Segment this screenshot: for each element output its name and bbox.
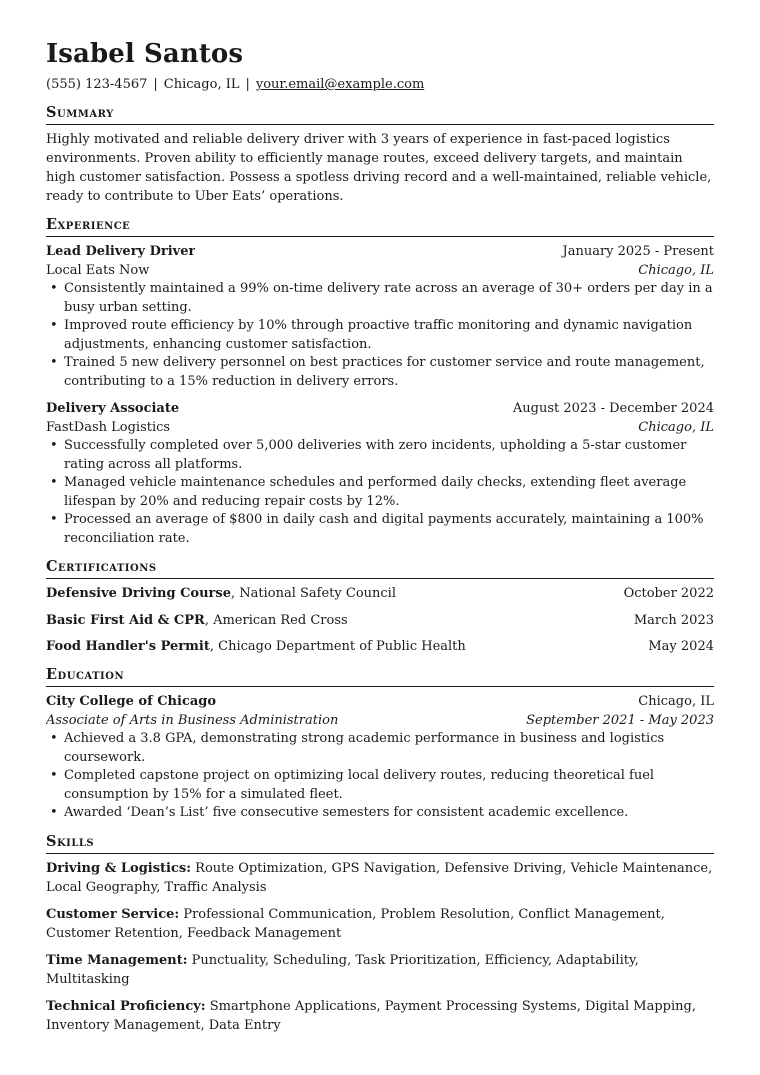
phone-number: (555) 123-4567 (46, 77, 148, 92)
job-location: Chicago, IL (638, 263, 714, 278)
section-title-certifications: Certifications (46, 558, 714, 579)
school-name: City College of Chicago (46, 694, 217, 709)
skill-row (46, 951, 714, 989)
education-degree-row (46, 711, 714, 730)
certification-text (46, 584, 396, 603)
skill-text: Route Optimization, GPS Navigation, Defensive Driving, Vehicle Maintenance, Local Geography, Traffic Analysis (46, 860, 713, 895)
contact-line (46, 76, 714, 94)
section-title-experience: Experience (46, 216, 714, 237)
skill-row (46, 997, 714, 1035)
education-header-row (46, 692, 714, 711)
list-item: • Successfully completed over 5,000 deliveries with zero incidents, upholding a 5-star customer rating across all platforms. (46, 437, 714, 474)
job-company-row (46, 261, 714, 280)
list-item: • Managed vehicle maintenance schedules and performed daily checks, extending fleet average lifespan by 20% and reducing repair costs by 12%. (46, 474, 714, 511)
summary-section (46, 104, 714, 206)
certification-row (46, 611, 714, 630)
job-location: Chicago, IL (638, 420, 714, 435)
job-entry (46, 242, 714, 391)
certification-name: Defensive Driving Course (46, 586, 231, 601)
certification-date: May 2024 (648, 639, 714, 654)
certifications-section (46, 558, 714, 656)
education-section (46, 666, 714, 823)
resume-content (46, 38, 714, 1035)
certification-text (46, 637, 466, 656)
skill-text: Smartphone Applications, Payment Processing Systems, Digital Mapping, Inventory Management, Data Entry (46, 998, 696, 1033)
section-title-skills: Skills (46, 833, 714, 854)
job-dates: August 2023 - December 2024 (512, 401, 714, 416)
section-title-education: Education (46, 666, 714, 687)
experience-section (46, 216, 714, 548)
job-bullets (46, 437, 714, 548)
skill-label: Customer Service: (46, 906, 180, 922)
job-entry (46, 399, 714, 548)
job-role: Delivery Associate (46, 401, 180, 416)
contact-separator: | (245, 77, 250, 92)
location-text: Chicago, IL (163, 77, 240, 92)
job-header-row (46, 399, 714, 418)
list-item: • Consistently maintained a 99% on-time delivery rate across an average of 30+ orders per day in a busy urban setting. (46, 280, 714, 317)
job-role: Lead Delivery Driver (46, 244, 196, 259)
certification-row (46, 584, 714, 603)
degree-name: Associate of Arts in Business Administration (46, 713, 339, 728)
education-dates: September 2021 - May 2023 (526, 713, 714, 728)
certification-date: March 2023 (633, 612, 714, 628)
skill-label: Technical Proficiency: (46, 998, 206, 1014)
skills-section (46, 833, 714, 1035)
email-link[interactable]: your.email@example.com (255, 77, 425, 92)
skill-text: Punctuality, Scheduling, Task Prioritization, Efficiency, Adaptability, Multitasking (46, 952, 639, 987)
job-company-row (46, 418, 714, 437)
skill-row (46, 859, 714, 897)
list-item: • Improved route efficiency by 10% through proactive traffic monitoring and dynamic navigation adjustments, enhancing customer satisfaction. (46, 317, 714, 354)
job-company: FastDash Logistics (46, 420, 171, 435)
certification-name: Basic First Aid & CPR (46, 612, 205, 628)
summary-text: Highly motivated and reliable delivery driver with 3 years of experience in fast-paced logistics environments. Proven ability to efficiently manage routes, exceed delivery targets, and maintain high customer satisfaction. Possess a spotless driving record and a well-maintained, reliable vehicle, ready to contribute to Uber Eats’ operations. (46, 132, 712, 204)
resume-header (46, 38, 714, 94)
education-bullets (46, 730, 714, 823)
skill-label: Time Management: (46, 952, 188, 968)
certification-row (46, 637, 714, 656)
certification-issuer: , National Safety Council (231, 586, 396, 601)
certification-text (46, 611, 348, 630)
skill-text: Professional Communication, Problem Resolution, Conflict Management, Customer Retention, Feedback Management (46, 906, 665, 941)
job-bullets (46, 280, 714, 391)
job-dates: January 2025 - Present (562, 244, 714, 259)
job-header-row (46, 242, 714, 261)
list-item: • Completed capstone project on optimizing local delivery routes, reducing theoretical fuel consumption by 15% for a simulated fleet. (46, 767, 714, 804)
list-item: • Trained 5 new delivery personnel on best practices for customer service and route management, contributing to a 15% reduction in delivery errors. (46, 354, 714, 391)
certification-issuer: , American Red Cross (204, 612, 348, 628)
list-item: • Achieved a 3.8 GPA, demonstrating strong academic performance in business and logistics coursework. (46, 730, 714, 767)
list-item: • Awarded ‘Dean’s List’ five consecutive semesters for consistent academic excellence. (46, 804, 714, 823)
contact-separator: | (153, 77, 158, 92)
candidate-name: Isabel Santos (46, 39, 244, 69)
job-company: Local Eats Now (46, 263, 150, 278)
certification-date: October 2022 (623, 586, 714, 601)
skill-row (46, 905, 714, 943)
certification-issuer: , Chicago Department of Public Health (209, 639, 466, 654)
section-title-summary: Summary (46, 104, 714, 125)
list-item: • Processed an average of $800 in daily cash and digital payments accurately, maintaining a 100% reconciliation rate. (46, 511, 714, 548)
school-location: Chicago, IL (638, 694, 714, 709)
skill-label: Driving & Logistics: (46, 860, 192, 876)
certification-name: Food Handler's Permit (46, 639, 210, 654)
